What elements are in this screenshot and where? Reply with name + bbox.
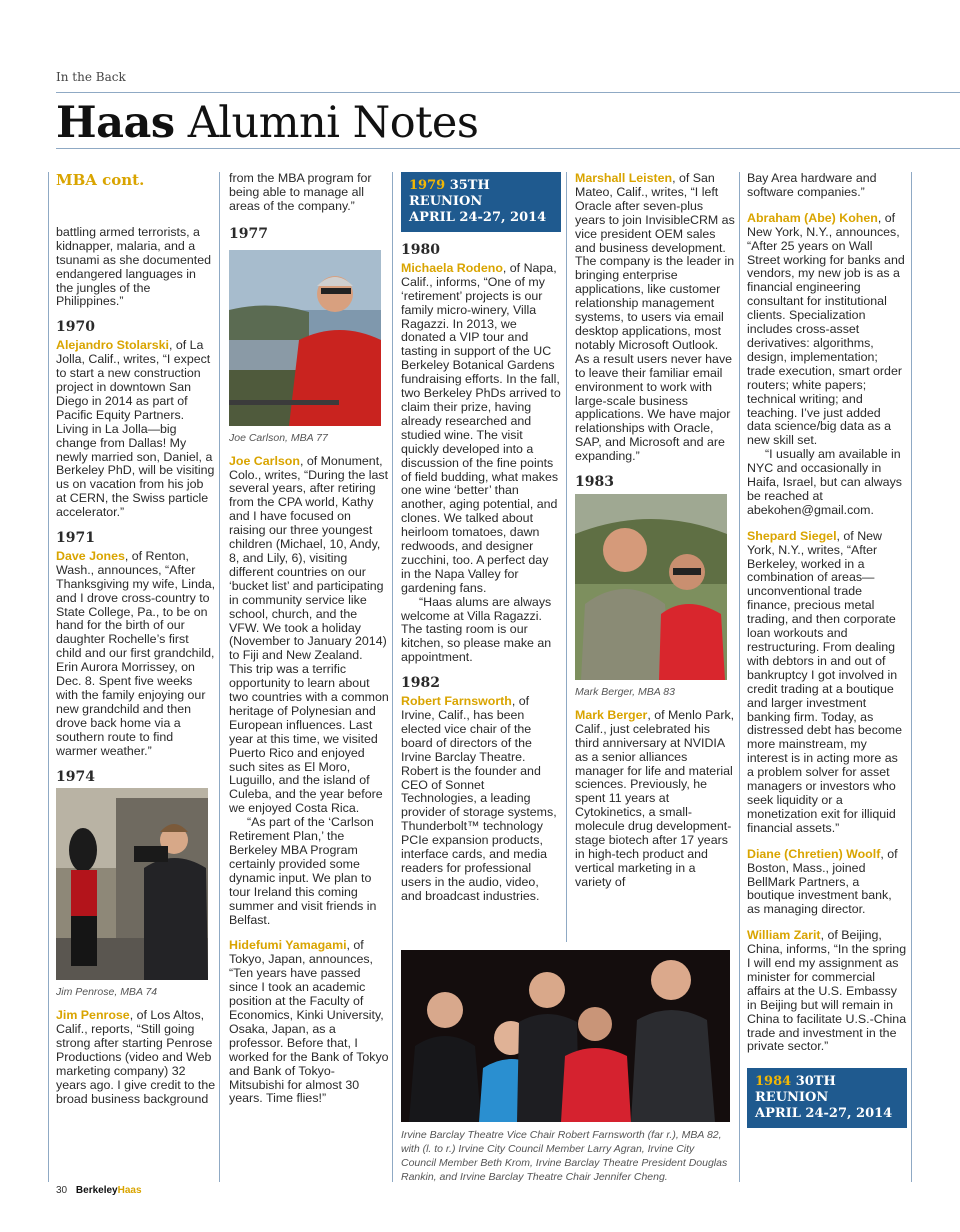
- photo-penrose: [56, 788, 208, 980]
- column-divider: [392, 172, 393, 1182]
- note-text: , of La Jolla, Calif., writes, “I expect to start a new construction project in downtown San Diego in 2014 as part of Pacific Equity Partners. Living in La Jolla—big change from Dallas! My newly married son, Daniel, a Berkeley PhD, will be visiting us on vacation from his job at CERN, the Swiss particle accelerator.”: [56, 338, 215, 520]
- alumni-name: Dave Jones: [56, 548, 125, 563]
- note-carlson-continued: “As part of the ‘Carlson Retirement Plan,’ the Berkeley MBA Program certainly provided some dynamic input. We plan to tour Ireland this coming summer and visit friends in Belfast.: [229, 815, 377, 927]
- photo-group-image: [401, 950, 730, 1122]
- note-continued: Bay Area hardware and software companies.”: [747, 171, 877, 199]
- column-divider: [739, 172, 740, 1182]
- alumni-name: Diane (Chretien) Woolf: [747, 846, 881, 861]
- photo-caption: Jim Penrose, MBA 74: [56, 986, 158, 999]
- column-2: [229, 172, 389, 1106]
- year-heading-1971: 1971: [56, 530, 95, 547]
- note-jones: [56, 550, 216, 759]
- photo-penrose-image: [56, 788, 208, 980]
- note-woolf: [747, 848, 907, 918]
- note-kohen-continued: “I usually am available in NYC and occasionally in Haifa, Israel, but can always be reached at abekohen@gmail.com.: [747, 447, 902, 517]
- section-label: In the Back: [56, 70, 126, 84]
- note-text: , of Tokyo, Japan, announces, “Ten years have passed since I took an academic position at the Faculty of Economics, Kinki University, Osaka, Japan, as a professor. Before that, I worked for the Bank of Tokyo and Bank of Tokyo-Mitsubishi for almost 30 years. Time flies!”: [229, 938, 389, 1106]
- year-heading-1982: 1982: [401, 675, 440, 692]
- note-zarit: [747, 929, 907, 1054]
- note-text: , of Beijing, China, informs, “In the spring I will end my assignment as minister for commercial affairs at the U.S. Embassy in Beijing but will remain in China to facilitate U.S.-China trade and investment in the private sector.”: [747, 928, 907, 1054]
- note-siegel: [747, 530, 907, 836]
- note-berger: [575, 709, 735, 890]
- alumni-name: Alejandro Stolarski: [56, 338, 169, 353]
- title-divider: [56, 148, 960, 149]
- year-heading-1977: 1977: [229, 225, 268, 242]
- alumni-name: Robert Farnsworth: [401, 694, 512, 709]
- column-4: [575, 172, 735, 890]
- title-light: Alumni Notes: [187, 98, 479, 148]
- photo-berger-image: [575, 494, 727, 680]
- photo-group: [401, 950, 730, 1122]
- reunion-date: APRIL 24-27, 2014: [755, 1106, 893, 1122]
- column-divider: [911, 172, 912, 1182]
- photo-caption: Mark Berger, MBA 83: [575, 685, 675, 698]
- note-continued: from the MBA program for being able to manage all areas of the company.”: [229, 171, 372, 213]
- alumni-name: Marshall Leisten: [575, 171, 673, 185]
- note-text: , of Boston, Mass., joined BellMark Partners, a boutique investment bank, as managing director.: [747, 846, 898, 917]
- reunion-banner-1984: [747, 1068, 907, 1128]
- note-text: , of New York, N.Y., writes, “After Berkeley, worked in a combination of areas—unconventional trade finance, precious metal trading, and then corporate loan workouts and restructuring. From dealing with debtors in and out of bankruptcy I got involved in credit trading at a boutique and larger investment banking firm. Today, as distressed debt has become more mainstream, my interest is in acting more as a problem solver for asset managers or investors who seek liquidity or a monetization exit for illiquid financial assets.”: [747, 528, 902, 835]
- page-footer: [56, 1185, 142, 1196]
- year-heading-1970: 1970: [56, 319, 95, 336]
- column-5: [747, 172, 907, 1128]
- reunion-label: 30TH REUNION: [755, 1074, 836, 1106]
- footer-brand: Berkeley: [75, 1185, 118, 1196]
- note-text: , of Monument, Colo., writes, “During the last several years, after retiring from the CPA world, Kathy and I have focused on raising our three youngest children (Michael, 10, Andy, 8, and Lily, 6), visiting different countries on our ‘bucket list’ and participating in community service like school, church, and the VFW. We took a holiday (November to January 2014) to Fiji and New Zealand. This trip was a terrific opportunity to learn about two countries with a common heritage of Polynesian and European influences. Last year at this time, we visited Puerto Rico and enjoyed such sites as El Moro, Luguillo, and the island of Culeba, and the year before we enjoyed Costa Rica.: [229, 453, 389, 816]
- alumni-name: Hidefumi Yamagami: [229, 938, 347, 953]
- reunion-label: 35TH REUNION: [409, 178, 490, 209]
- page-number: 30: [56, 1185, 68, 1196]
- note-text: , of Renton, Wash., announces, “After Thanksgiving my wife, Linda, and I drove cross-country to State College, Pa., to be on hand for the birth of our daughter Rochelle’s first child and our first grandchild, Erin Aurora Morrissey, on Dec. 8. Spent five weeks with the family enjoying our new grandchild and then drove back home via a southern route to find warmer weather.”: [56, 548, 216, 758]
- photo-berger: [575, 494, 727, 680]
- column-divider: [48, 172, 49, 1182]
- reunion-year: 1979: [409, 178, 446, 193]
- reunion-banner-1979: [401, 172, 561, 232]
- page-title: [56, 98, 478, 148]
- column-1: [56, 172, 216, 1107]
- alumni-name: Jim Penrose: [56, 1008, 130, 1023]
- top-divider: [56, 92, 960, 93]
- alumni-name: William Zarit: [747, 928, 821, 943]
- alumni-name: Joe Carlson: [229, 453, 300, 468]
- alumni-name: Abraham (Abe) Kohen: [747, 210, 878, 225]
- column-divider: [219, 172, 220, 1182]
- note-kohen: [747, 212, 907, 448]
- reunion-year: 1984: [755, 1074, 792, 1090]
- alumni-name: Michaela Rodeno: [401, 260, 503, 275]
- note-text: , of New York, N.Y., announces, “After 25 years on Wall Street working for banks and vendors, my new job is as a financial engineering consultant for institutional clients. Specialization includes cross-asset derivatives: algorithms, design, implementation; trade execution, smart order routers; white papers; technical writing; and teaching. I’ve just added data science/big data as a new skill set.: [747, 210, 905, 448]
- photo-caption: Joe Carlson, MBA 77: [229, 431, 328, 444]
- photo-carlson: [229, 250, 381, 426]
- year-heading-1974: 1974: [56, 768, 95, 785]
- title-bold: Haas: [56, 98, 175, 148]
- note-rodeno: [401, 262, 561, 596]
- note-text: , of Los Altos, Calif., reports, “Still going strong after starting Penrose Productions (video and Web marketing company) 32 years ago. I give credit to the broad business background: [56, 1008, 216, 1106]
- note-carlson: [229, 455, 389, 817]
- column-divider: [566, 172, 567, 942]
- note-continued: battling armed terrorists, a kidnapper, malaria, and a tsunami as she documented endangered languages in the jungles of the Philippines.”: [56, 224, 211, 309]
- footer-brand-haas: Haas: [117, 1185, 142, 1196]
- year-heading-1980: 1980: [401, 242, 440, 258]
- column-3: [401, 172, 561, 904]
- note-stolarski: [56, 339, 216, 520]
- note-text: , of Menlo Park, Calif., just celebrated his third anniversary at NVIDIA as a senior alliances manager for life and material sciences. Previously, he spent 11 years at Cytokinetics, a small-molecule drug development-stage biotech after 17 years in high-tech product and vertical marketing in a variety of: [575, 707, 735, 889]
- note-yamagami: [229, 939, 389, 1106]
- year-heading-1983: 1983: [575, 474, 614, 491]
- reunion-date: APRIL 24-27, 2014: [409, 210, 547, 225]
- alumni-name: Shepard Siegel: [747, 528, 837, 543]
- note-text: , of Napa, Calif., informs, “One of my ‘retirement’ projects is our family micro-winery, Villa Ragazzi. In 2013, we donated a VIP tour and tasting in support of the UC Berkeley Botanical Gardens fundraising efforts. In the fall, two Berkeley PhDs arrived to claim their prize, having already researched and studied wine. The visit quickly developed into a discussion of the fine points of field budding, what makes one wine ‘better’ than another, aging potential, and clones. We talked about heirloom tomatoes, dawn redwoods, and designer zucchini, too. A perfect day in the Napa Valley for gardening fans.: [401, 260, 561, 595]
- photo-carlson-image: [229, 250, 381, 426]
- note-penrose: [56, 1009, 216, 1106]
- note-farnsworth: [401, 695, 561, 904]
- note-leisten: [575, 172, 735, 464]
- note-text: , of San Mateo, Calif., writes, “I left Oracle after seven-plus years to join InvisibleCRM as vice president OEM sales and business development. The company is the leader in bringing enterprise applications, like customer relationship management systems, to users via email desktop applications, most notably Microsoft Outlook. As a result users never have to leave their familiar email environment to work with large-scale business applications. We have major relationships with Oracle, SAP, and Microsoft and are expanding.”: [575, 171, 735, 464]
- alumni-name: Mark Berger: [575, 707, 648, 722]
- section-heading: MBA cont.: [56, 171, 145, 189]
- photo-caption-group: Irvine Barclay Theatre Vice Chair Robert Farnsworth (far r.), MBA 82, with (l. to r.) Irvine City Council Member Larry Agran, Irvine City Council Member Beth Krom, Irvine Barclay Theatre President Douglas Rankin, and Irvine Barclay Theatre Chair Jennifer Cheng.: [401, 1129, 728, 1183]
- note-rodeno-continued: “Haas alums are always welcome at Villa Ragazzi. The tasting room is our kitchen, so please make an appointment.: [401, 594, 552, 665]
- note-text: , of Irvine, Calif., has been elected vice chair of the board of directors of the Irvine Barclay Theatre. Robert is the founder and CEO of Sonnet Technologies, a leading provider of storage systems, Thunderbolt™ technology PCIe expansion products, interface cards, and media readers for professional users in the audio, video, and broadcast industries.: [401, 694, 557, 903]
